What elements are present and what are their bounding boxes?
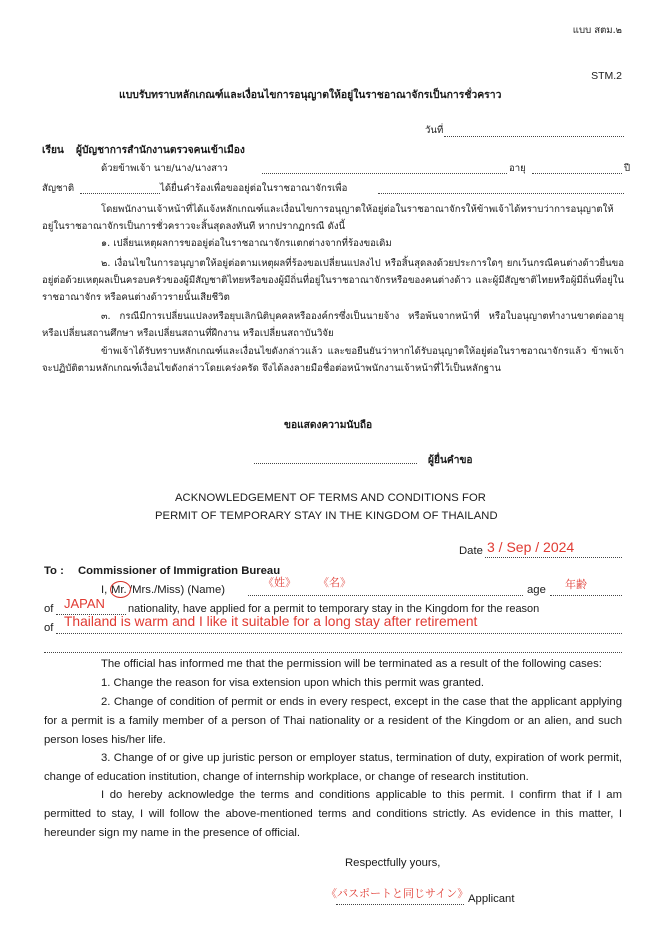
english-title-line-1: ACKNOWLEDGEMENT OF TERMS AND CONDITIONS FOR: [175, 492, 486, 504]
thai-date-field[interactable]: [444, 136, 624, 137]
thai-item-2: ๒. เงื่อนไขในการอนุญาตให้อยู่ต่อตามเหตุผลที่ร้องขอเปลี่ยนแปลงไป หรือสิ้นสุดลงด้วยประการใดๆ ยกเว้นกรณีคนต่างด้าวยื่นขออยู่ต่อด้วยเหตุผลเป็นครอบครัวของผู้มีสัญชาติไทยหรือของผู้มีถิ่นที่อยู่ในราชอาณาจักรหรือของคนต่างด้าว และผู้มีสัญชาติไทยหรือผู้มีถิ่นที่อยู่ในราชอาณาจักร หรือคนต่างด้าวรายนั้นเสียชีวิต: [42, 258, 624, 303]
surname-hint: 《姓》: [263, 577, 296, 589]
english-date-label: Date: [459, 545, 483, 557]
thai-reason-field[interactable]: [378, 193, 624, 194]
thai-to-label: เรียน: [42, 145, 64, 156]
signature-hint: 《パスポートと同じサイン》: [326, 888, 469, 900]
thai-respect: ขอแสดงความนับถือ: [284, 420, 373, 431]
english-item-3: 3. Change of or give up juristic person or employer status, termination of duty, expiration of work permit, change of education institution, change of internship workplace, or change of research institution.: [44, 752, 622, 783]
english-name-prefix: I,: [101, 584, 108, 596]
thai-title: แบบรับทราบหลักเกณฑ์และเงื่อนไขการอนุญาตให้อยู่ในราชอาณาจักรเป็นการชั่วคราว: [119, 89, 502, 101]
thai-nationality-field[interactable]: [80, 193, 160, 194]
english-title-mr: Mr.: [111, 584, 127, 596]
thai-item-3: ๓. กรณีมีการเปลี่ยนแปลงหรือยุบเลิกนิติบุคคลหรือองค์กรซึ่งเป็นนายจ้าง หรือพ้นจากหน้าที่ หรือใบอนุญาตทำงานขาดต่ออายุ หรือเปลี่ยนสถานศึกษา หรือเปลี่ยนสถานที่ฝึกงาน หรือเปลี่ยนสถาบันวิจัย: [42, 311, 624, 339]
thai-to-value: ผู้บัญชาการสำนักงานตรวจคนเข้าเมือง: [76, 145, 245, 156]
english-applicant-label: Applicant: [468, 893, 515, 905]
thai-name-label: ด้วยข้าพเจ้า นาย/นาง/นางสาว: [101, 163, 228, 174]
english-of-label-2: of: [44, 622, 54, 634]
thai-paragraph-1: โดยพนักงานเจ้าหน้าที่ได้แจ้งหลักเกณฑ์และเงื่อนไขการอนุญาตให้อยู่ต่อในราชอาณาจักรให้ข้าพเจ้าได้ทราบว่าการอนุญาตให้อยู่ในราชอาณาจักรเป็นการชั่วคราวจะสิ้นสุดลงทันที หากปรากฏกรณี ดังนี้: [42, 204, 614, 232]
english-of-label: of: [44, 603, 54, 615]
english-nationality-text: nationality, have applied for a permit to temporary stay in the Kingdom for the reason: [128, 603, 540, 615]
thai-age-field[interactable]: [532, 173, 622, 174]
given-name-hint: 《名》: [318, 577, 351, 589]
english-to-label: To :: [44, 565, 64, 577]
thai-date-label: วันที่: [425, 125, 444, 136]
english-item-2: 2. Change of condition of permit or ends in every respect, except in the case that the applicant applying for a permit is a family member of a person of Thai nationality or a resident of the Kingdom or an alien, and such person loses his/her life.: [44, 696, 622, 746]
thai-applicant-label: ผู้ยื่นคำขอ: [428, 455, 473, 466]
english-closing: Respectfully yours,: [345, 857, 441, 869]
thai-year-label: ปี: [624, 163, 631, 174]
thai-reason-label: ได้ยื่นคำร้องเพื่อขออยู่ต่อในราชอาณาจักรเพื่อ: [160, 183, 348, 194]
english-name-label: /Mrs./Miss) (Name): [129, 584, 226, 596]
english-paragraph-1: The official has informed me that the permission will be terminated as a result of the following cases:: [101, 658, 602, 670]
english-signature-field[interactable]: [336, 904, 464, 905]
form-code-en: STM.2: [591, 70, 622, 82]
thai-acknowledgement: ข้าพเจ้าได้รับทราบหลักเกณฑ์และเงื่อนไขดังกล่าวแล้ว และขอยืนยันว่าหากได้รับอนุญาตให้อยู่ต่อในราชอาณาจักรแล้ว ข้าพเจ้าจะปฏิบัติตามหลักเกณฑ์เงื่อนไขดังกล่าวโดยเคร่งครัด จึงได้ลงลายมือชื่อต่อหน้าพนักงานเจ้าหน้าที่ไว้เป็นหลักฐาน: [42, 346, 624, 374]
english-item-1: 1. Change the reason for visa extension upon which this permit was granted.: [101, 677, 485, 689]
english-age-field[interactable]: [550, 595, 622, 596]
english-age-label: age: [527, 584, 546, 596]
english-name-field[interactable]: [248, 595, 523, 596]
thai-nationality-label: สัญชาติ: [42, 183, 75, 194]
filled-date: 3 / Sep / 2024: [487, 539, 575, 555]
english-to-value: Commissioner of Immigration Bureau: [78, 565, 281, 577]
english-date-field[interactable]: [485, 557, 622, 558]
thai-name-field[interactable]: [262, 173, 507, 174]
filled-nationality: JAPAN: [64, 596, 105, 611]
thai-signature-field[interactable]: [254, 463, 417, 464]
thai-age-label: อายุ: [509, 163, 526, 174]
english-reason-field-2[interactable]: [44, 652, 622, 653]
thai-item-1: ๑. เปลี่ยนเหตุผลการขออยู่ต่อในราชอาณาจักรแตกต่างจากที่ร้องขอเดิม: [101, 238, 392, 249]
age-hint: 年齢: [565, 579, 587, 591]
english-reason-field[interactable]: [56, 633, 622, 634]
mr-selection-circle: [110, 581, 131, 598]
english-acknowledgement: I do hereby acknowledge the terms and conditions applicable to this permit. I confirm that if I am permitted to stay, I will follow the above-mentioned terms and conditions strictly. As evidence in this matter, I hereunder sign my name in the presence of official.: [44, 789, 622, 839]
form-code: แบบ สตม.๒: [572, 25, 622, 36]
english-title-line-2: PERMIT OF TEMPORARY STAY IN THE KINGDOM OF THAILAND: [155, 510, 498, 522]
filled-reason: Thailand is warm and I like it suitable for a long stay after retirement: [64, 614, 478, 629]
